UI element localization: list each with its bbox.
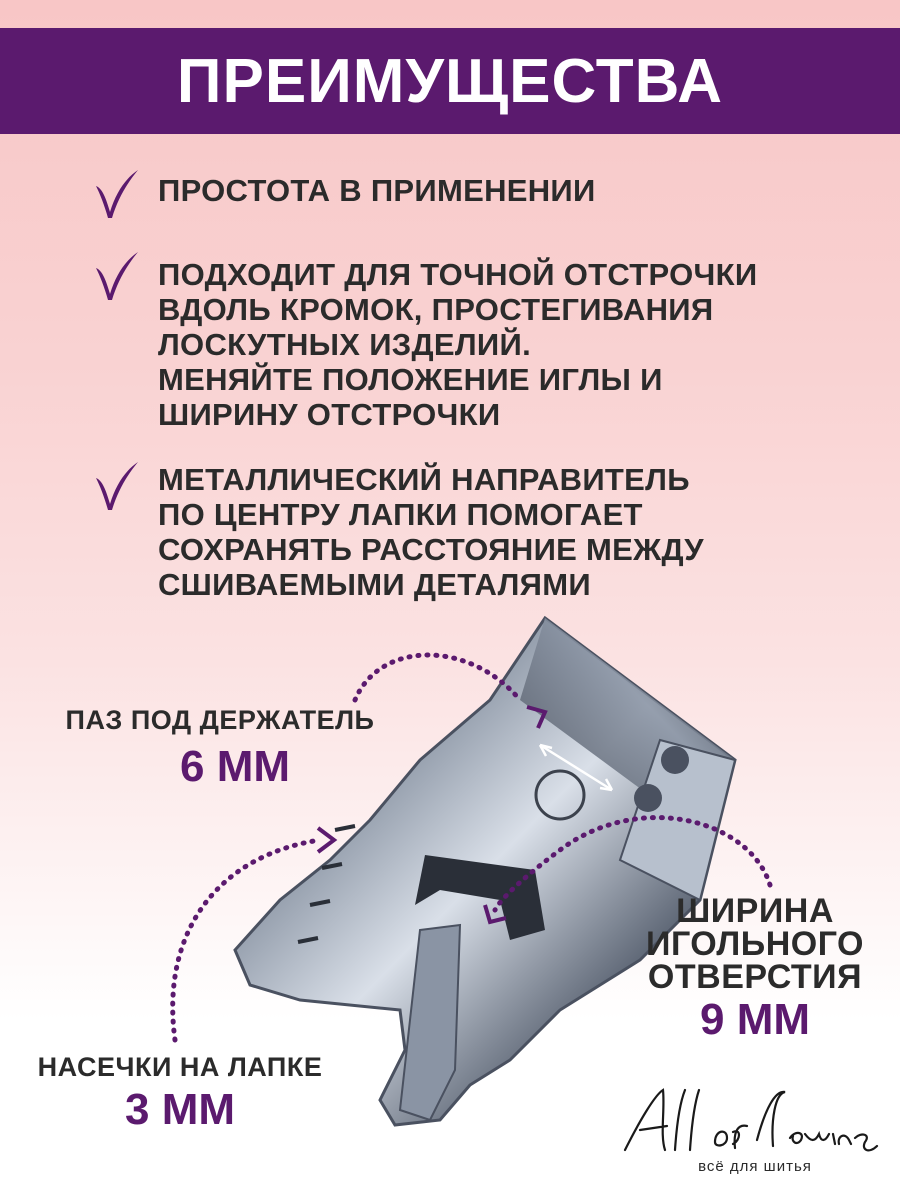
- notches-value: 3 ММ: [125, 1085, 235, 1134]
- page-title: ПРЕИМУЩЕСТВА: [176, 46, 724, 116]
- brand-tagline: всё для шитья: [698, 1158, 812, 1175]
- needle-hole-label: ШИРИНА ИГОЛЬНОГО ОТВЕРСТИЯ: [646, 892, 864, 996]
- holder-slot-label: ПАЗ ПОД ДЕРЖАТЕЛЬ: [65, 705, 375, 735]
- holder-slot-value: 6 ММ: [180, 742, 290, 791]
- notches-label: НАСЕЧКИ НА ЛАПКЕ: [37, 1052, 323, 1082]
- benefit-ease-of-use: ПРОСТОТА В ПРИМЕНЕНИИ: [158, 173, 596, 208]
- benefit-precise-stitching: ПОДХОДИТ ДЛЯ ТОЧНОЙ ОТСТРОЧКИ ВДОЛЬ КРОМОК, ПРОСТЕГИВАНИЯ ЛОСКУТНЫХ ИЗДЕЛИЙ. МЕНЯЙТЕ ПОЛОЖЕНИЕ ИГЛЫ И ШИРИНУ ОТСТРОЧКИ: [158, 257, 758, 432]
- benefit-metal-guide: МЕТАЛЛИЧЕСКИЙ НАПРАВИТЕЛЬ ПО ЦЕНТРУ ЛАПКИ ПОМОГАЕТ СОХРАНЯТЬ РАССТОЯНИЕ МЕЖДУ СШИВАЕМЫМИ ДЕТАЛЯМИ: [158, 462, 704, 602]
- brand-logo: [615, 1080, 885, 1160]
- needle-hole-value: 9 ММ: [700, 995, 810, 1044]
